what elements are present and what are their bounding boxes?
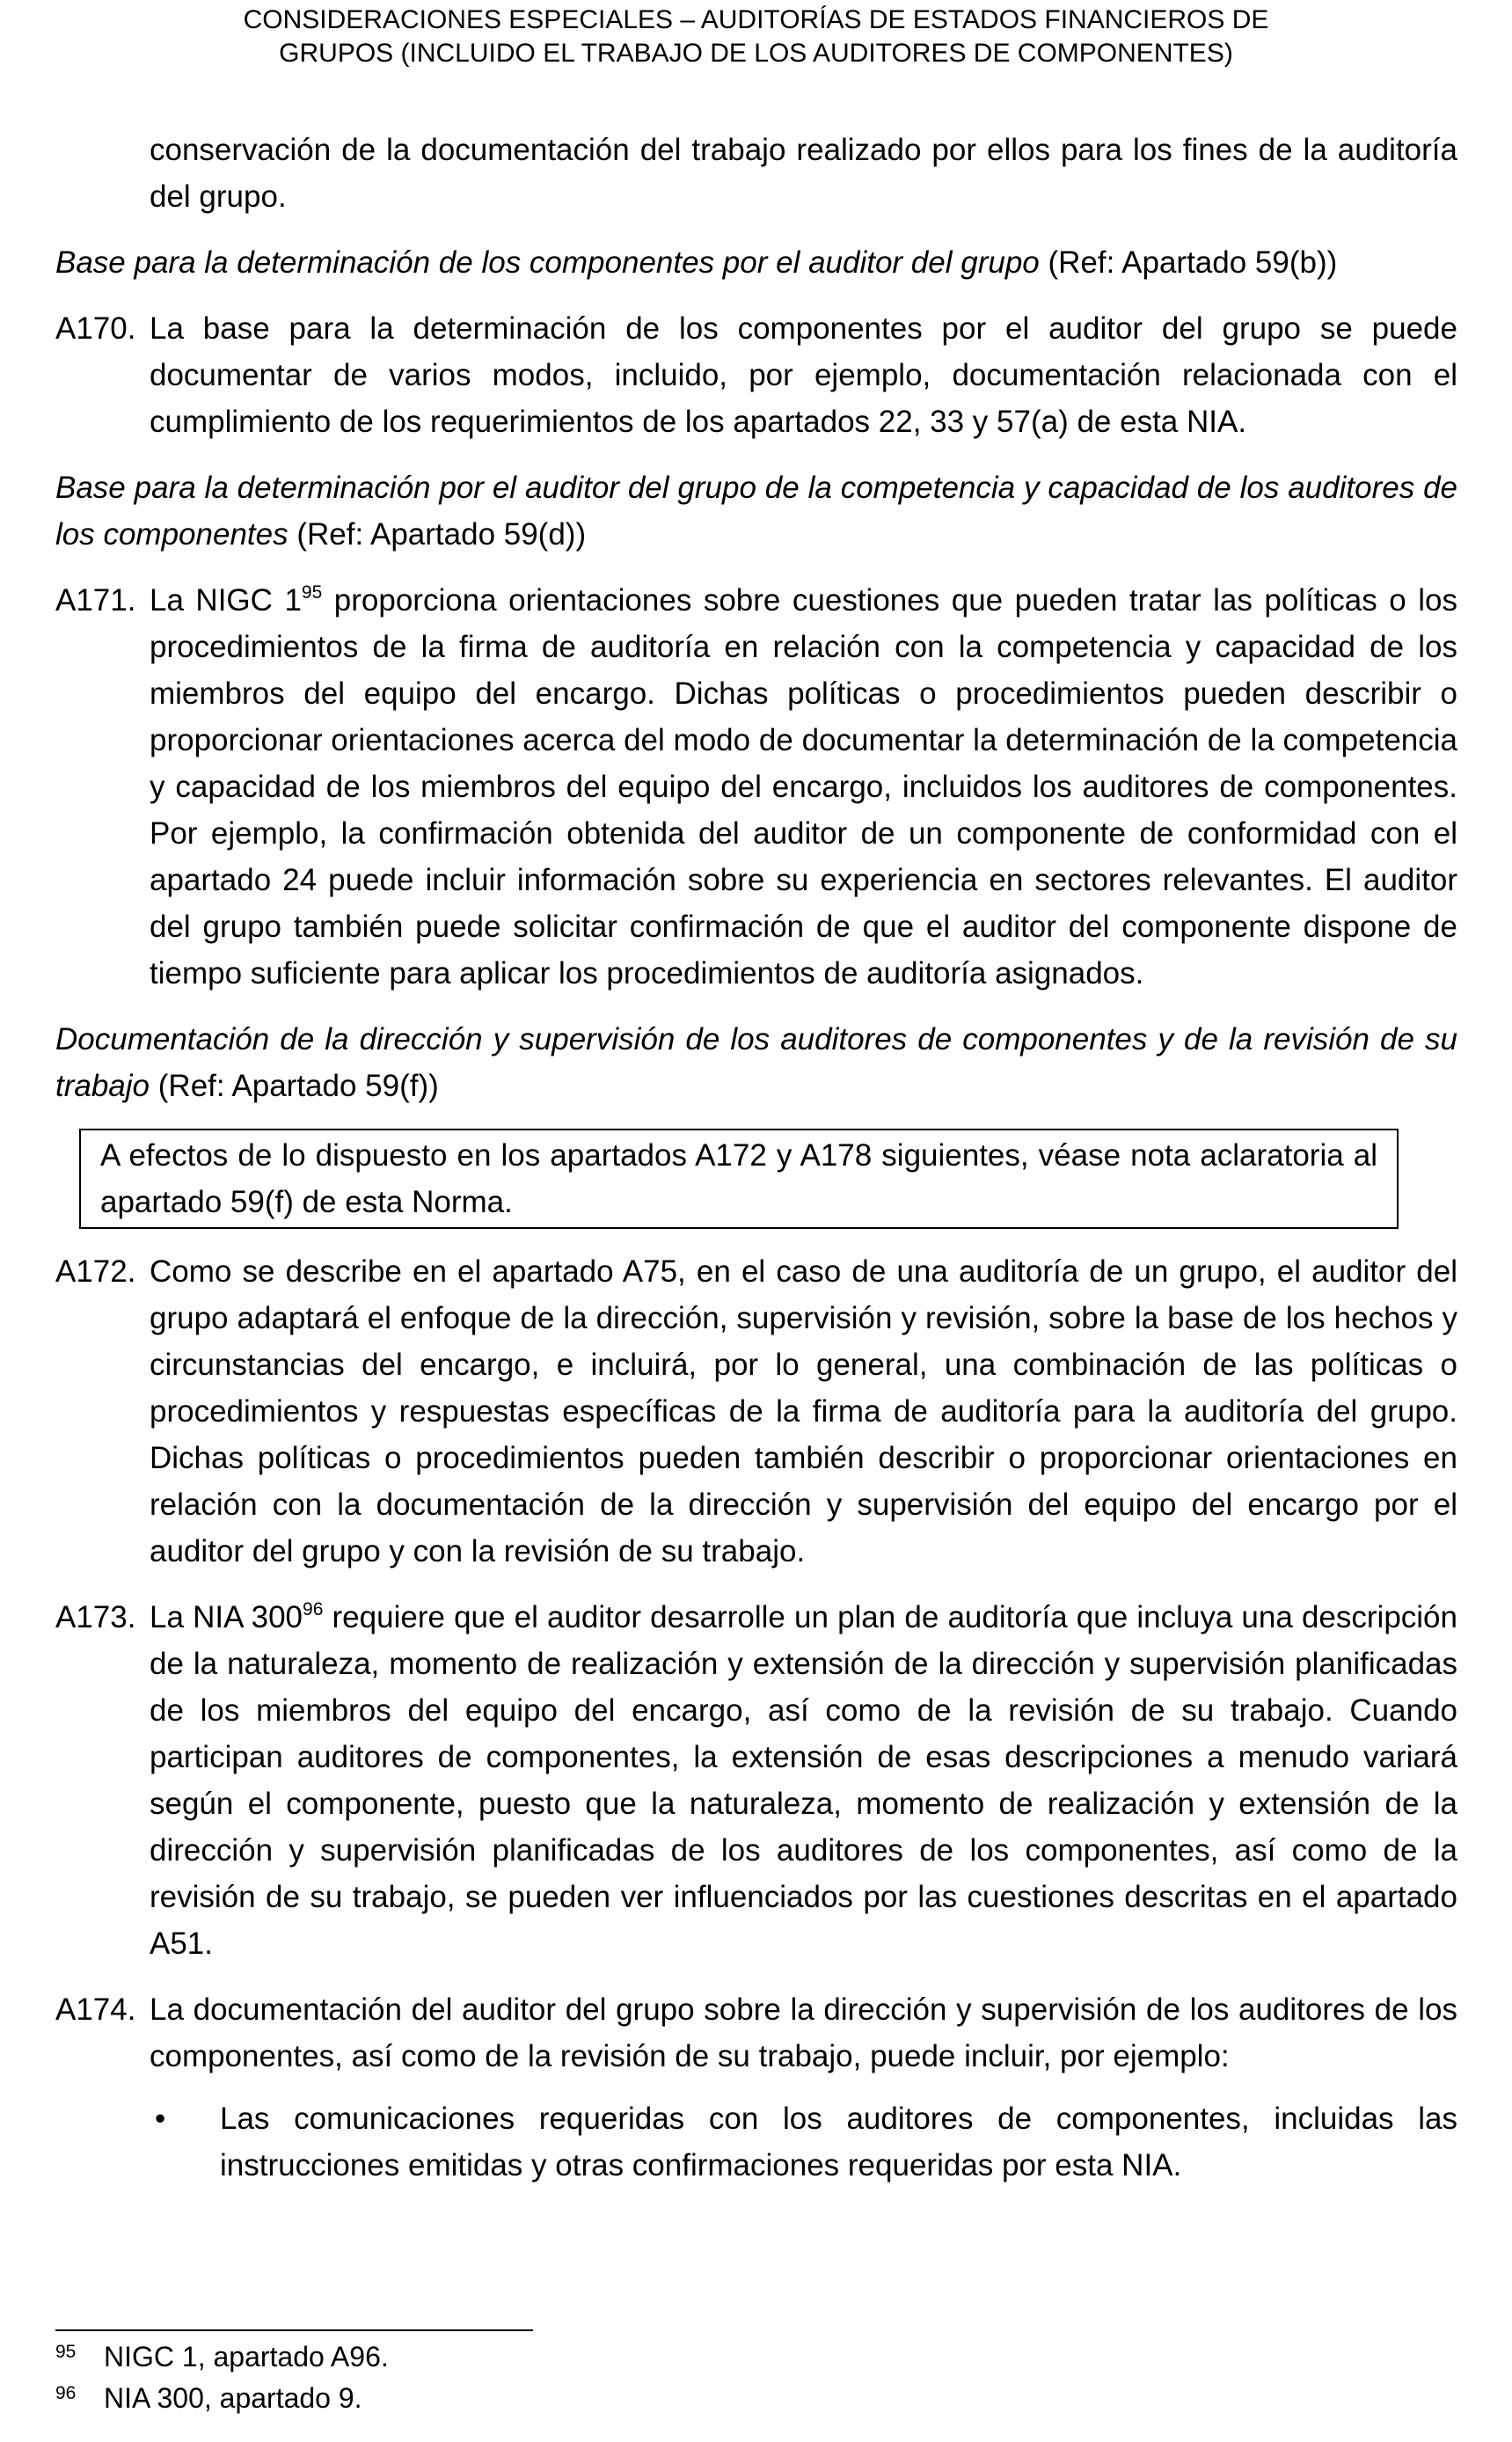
- section-heading-supervision: [55, 1016, 1457, 1109]
- paragraph-text: La base para la determinación de los componentes por el auditor del grupo se puede documentar de varios modos, incluido, por ejemplo, documentación relacionada con el cumplimiento de los requerimientos de los apartados 22, 33 y 57(a) de esta NIA.: [150, 311, 1457, 439]
- continued-paragraph-text: conservación de la documentación del trabajo realizado por ellos para los fines de la auditoría del grupo.: [150, 133, 1457, 214]
- footnote-separator: [55, 2329, 533, 2331]
- paragraph-number: A174.: [55, 1992, 136, 2027]
- heading-ref: (Ref: Apartado 59(b)): [1048, 245, 1338, 280]
- footnote-number: 95: [55, 2342, 77, 2362]
- page-header: [0, 4, 1512, 70]
- footnotes: [55, 2336, 1457, 2419]
- footnote-number: 96: [55, 2383, 77, 2403]
- section-heading-components-basis: [55, 239, 1457, 286]
- heading-ref: (Ref: Apartado 59(d)): [296, 517, 587, 552]
- note-box: [79, 1129, 1399, 1229]
- heading-ref: (Ref: Apartado 59(f)): [157, 1069, 439, 1103]
- paragraph-a171: [55, 577, 1457, 997]
- heading-text: Base para la determinación de los componentes por el auditor del grupo: [55, 245, 1040, 280]
- note-box-text: A efectos de lo dispuesto en los apartados A172 y A178 siguientes, véase nota aclaratoria al apartado 59(f) de esta Norma.: [100, 1138, 1377, 1219]
- continued-paragraph: [55, 127, 1457, 220]
- footnote-text: NIGC 1, apartado A96.: [104, 2341, 389, 2373]
- footnote-ref-96[interactable]: 96: [303, 1599, 324, 1619]
- heading-text: Base para la determinación por el auditor del grupo de la competencia y capacidad de los auditores de los componentes: [55, 471, 1457, 552]
- bullet-list-item: [55, 2095, 1457, 2189]
- paragraph-text: Como se describe en el apartado A75, en el caso de una auditoría de un grupo, el auditor del grupo adaptará el enfoque de la dirección, supervisión y revisión, sobre la base de los hechos y circunstancias del encargo, e incluirá, por lo general, una combinación de las políticas o procedimientos y respuestas específicas de la firma de auditoría para la auditoría del grupo. Dichas políticas o procedimientos pueden también describir o proporcionar orientaciones en relación con la documentación de la dirección y supervisión del equipo del encargo por el auditor del grupo y con la revisión de su trabajo.: [150, 1254, 1457, 1568]
- bullet-text: Las comunicaciones requeridas con los auditores de componentes, incluidas las instrucciones emitidas y otras confirmaciones requeridas por esta NIA.: [220, 2102, 1457, 2182]
- main-content: [55, 127, 1457, 2189]
- paragraph-a170: [55, 305, 1457, 445]
- paragraph-text: La documentación del auditor del grupo sobre la dirección y supervisión de los auditores de los componentes, así como de la revisión de su trabajo, puede incluir, por ejemplo:: [150, 1992, 1457, 2073]
- paragraph-a174: [55, 1986, 1457, 2080]
- paragraph-number: A173.: [55, 1600, 136, 1634]
- header-line-2: GRUPOS (INCLUIDO EL TRABAJO DE LOS AUDITORES DE COMPONENTES): [279, 39, 1233, 68]
- paragraph-a172: [55, 1248, 1457, 1575]
- text-segment: La NIGC 1: [150, 583, 302, 618]
- paragraph-number: A172.: [55, 1254, 136, 1289]
- paragraph-text: [150, 1594, 1457, 1967]
- bullet-icon: •: [155, 2102, 166, 2136]
- text-segment: requiere que el auditor desarrolle un plan de auditoría que incluya una descripción de la naturaleza, momento de realización y extensión de la dirección y supervisión planificadas de los miembros del equipo del encargo, así como de la revisión de su trabajo. Cuando participan auditores de componentes, la extensión de esas descripciones a menudo variará según el componente, puesto que la naturaleza, momento de realización y extensión de la dirección y supervisión planificadas de los auditores de los componentes, así como de la revisión de su trabajo, se pueden ver influenciados por las cuestiones descritas en el apartado A51.: [150, 1600, 1457, 1961]
- paragraph-text: [150, 577, 1457, 997]
- section-heading-competence: [55, 464, 1457, 558]
- heading-text: Documentación de la dirección y supervisión de los auditores de componentes y de la revisión de su trabajo: [55, 1022, 1457, 1103]
- footnote-ref-95[interactable]: 95: [301, 582, 323, 603]
- paragraph-a173: [55, 1594, 1457, 1967]
- text-segment: proporciona orientaciones sobre cuestiones que pueden tratar las políticas o los procedimientos de la firma de auditoría en relación con la competencia y capacidad de los miembros del equipo del encargo. Dichas políticas o procedimientos pueden describir o proporcionar orientaciones acerca del modo de documentar la determinación de la competencia y capacidad de los miembros del equipo del encargo, incluidos los auditores de componentes. Por ejemplo, la confirmación obtenida del auditor de un componente de conformidad con el apartado 24 puede incluir información sobre su experiencia en sectores relevantes. El auditor del grupo también puede solicitar confirmación de que el auditor del componente dispone de tiempo suficiente para aplicar los procedimientos de auditoría asignados.: [150, 583, 1457, 991]
- header-line-1: CONSIDERACIONES ESPECIALES – AUDITORÍAS DE ESTADOS FINANCIEROS DE: [243, 5, 1269, 34]
- text-segment: La NIA 300: [150, 1600, 303, 1634]
- footnote-text: NIA 300, apartado 9.: [104, 2382, 362, 2414]
- paragraph-number: A171.: [55, 583, 136, 618]
- paragraph-number: A170.: [55, 311, 136, 346]
- footnote-96: [55, 2378, 1457, 2419]
- footnote-95: [55, 2336, 1457, 2378]
